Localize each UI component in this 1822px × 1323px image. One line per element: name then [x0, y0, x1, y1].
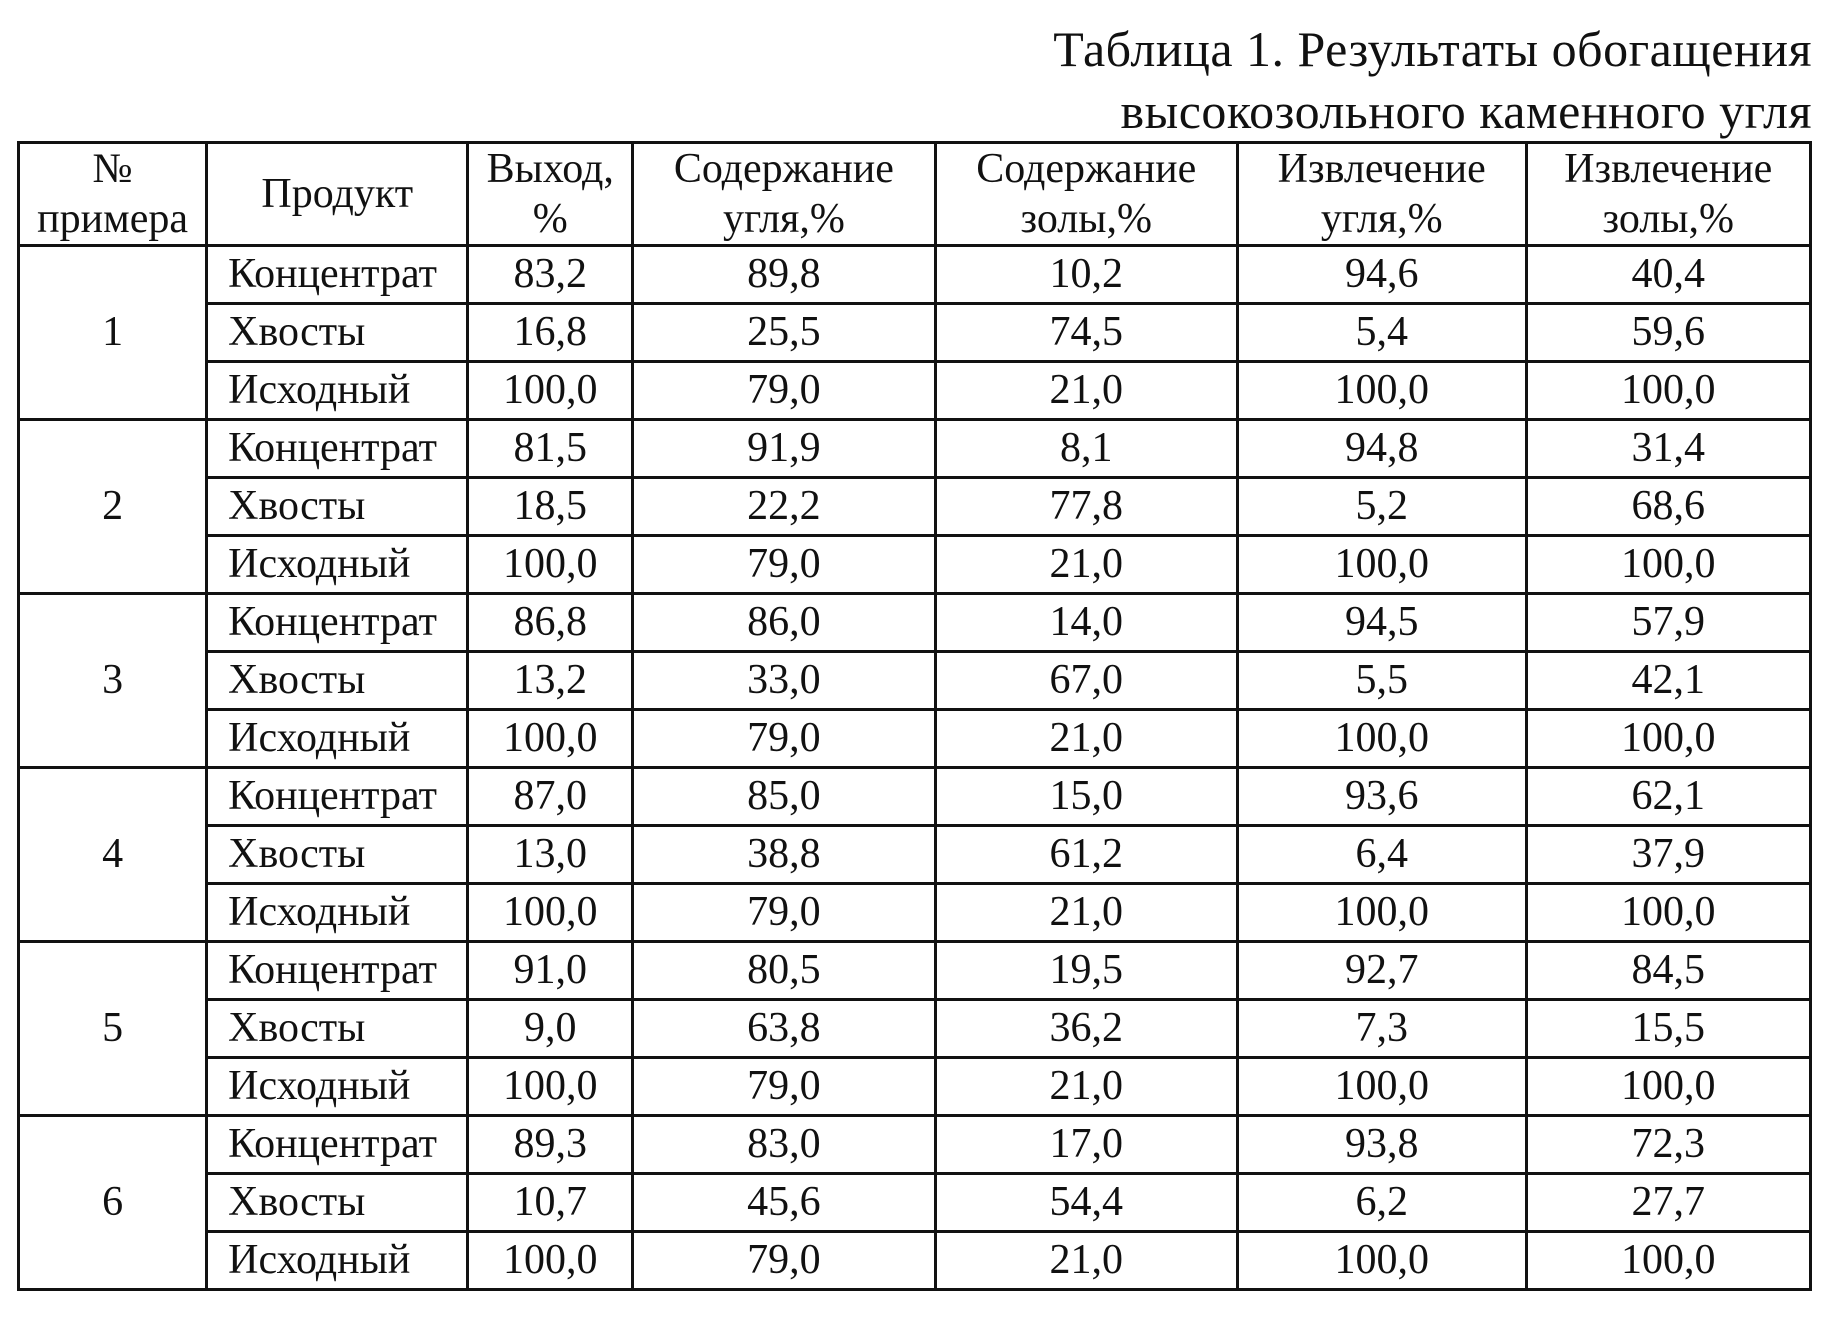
yield-cell: 100,0	[468, 1058, 633, 1116]
product-cell: Хвосты	[207, 478, 468, 536]
yield-cell: 100,0	[468, 710, 633, 768]
table-row	[19, 1000, 1811, 1058]
table-row	[19, 478, 1811, 536]
header-yield-line1: Выход,	[486, 146, 614, 192]
coal-content-cell: 79,0	[633, 884, 935, 942]
header-example-number-line1: №	[92, 146, 133, 192]
yield-cell: 9,0	[468, 1000, 633, 1058]
ash-content-cell: 14,0	[935, 594, 1237, 652]
yield-cell: 10,7	[468, 1174, 633, 1232]
header-example-number	[19, 143, 207, 246]
coal-content-cell: 80,5	[633, 942, 935, 1000]
ash-content-cell: 77,8	[935, 478, 1237, 536]
coal-content-cell: 79,0	[633, 1232, 935, 1290]
table-row	[19, 536, 1811, 594]
yield-cell: 91,0	[468, 942, 633, 1000]
coal-recovery-cell: 94,5	[1237, 594, 1526, 652]
ash-recovery-cell: 100,0	[1526, 1058, 1810, 1116]
header-ash-content-line2: золы,%	[1020, 196, 1152, 242]
coal-recovery-cell: 100,0	[1237, 1058, 1526, 1116]
ash-content-cell: 8,1	[935, 420, 1237, 478]
header-coal-content	[633, 143, 935, 246]
ash-content-cell: 21,0	[935, 1058, 1237, 1116]
results-table	[17, 141, 1812, 1291]
product-cell: Исходный	[207, 884, 468, 942]
ash-content-cell: 74,5	[935, 304, 1237, 362]
coal-content-cell: 79,0	[633, 536, 935, 594]
product-cell: Хвосты	[207, 1174, 468, 1232]
product-cell: Исходный	[207, 710, 468, 768]
header-coal-recovery	[1237, 143, 1526, 246]
yield-cell: 87,0	[468, 768, 633, 826]
ash-recovery-cell: 84,5	[1526, 942, 1810, 1000]
ash-content-cell: 36,2	[935, 1000, 1237, 1058]
table-caption	[1053, 18, 1812, 142]
example-number-cell: 3	[19, 594, 207, 768]
ash-content-cell: 10,2	[935, 246, 1237, 304]
yield-cell: 86,8	[468, 594, 633, 652]
coal-recovery-cell: 93,6	[1237, 768, 1526, 826]
ash-recovery-cell: 59,6	[1526, 304, 1810, 362]
header-example-number-line2: примера	[37, 196, 188, 242]
coal-recovery-cell: 94,8	[1237, 420, 1526, 478]
product-cell: Хвосты	[207, 826, 468, 884]
table-row	[19, 1058, 1811, 1116]
table-header	[19, 143, 1811, 246]
table-row	[19, 884, 1811, 942]
ash-content-cell: 21,0	[935, 536, 1237, 594]
yield-cell: 100,0	[468, 536, 633, 594]
coal-recovery-cell: 5,2	[1237, 478, 1526, 536]
ash-recovery-cell: 100,0	[1526, 710, 1810, 768]
ash-content-cell: 21,0	[935, 884, 1237, 942]
coal-recovery-cell: 100,0	[1237, 362, 1526, 420]
header-yield	[468, 143, 633, 246]
ash-content-cell: 21,0	[935, 1232, 1237, 1290]
product-cell: Концентрат	[207, 420, 468, 478]
example-number-cell: 1	[19, 246, 207, 420]
coal-content-cell: 45,6	[633, 1174, 935, 1232]
ash-content-cell: 21,0	[935, 710, 1237, 768]
coal-content-cell: 63,8	[633, 1000, 935, 1058]
coal-content-cell: 79,0	[633, 362, 935, 420]
table-row	[19, 710, 1811, 768]
ash-recovery-cell: 100,0	[1526, 536, 1810, 594]
ash-content-cell: 15,0	[935, 768, 1237, 826]
ash-recovery-cell: 100,0	[1526, 362, 1810, 420]
header-product	[207, 143, 468, 246]
table-row	[19, 304, 1811, 362]
product-cell: Концентрат	[207, 1116, 468, 1174]
header-ash-content-line1: Содержание	[976, 146, 1197, 192]
product-cell: Исходный	[207, 1058, 468, 1116]
yield-cell: 13,2	[468, 652, 633, 710]
product-cell: Концентрат	[207, 246, 468, 304]
coal-recovery-cell: 92,7	[1237, 942, 1526, 1000]
coal-recovery-cell: 5,5	[1237, 652, 1526, 710]
coal-recovery-cell: 100,0	[1237, 536, 1526, 594]
ash-recovery-cell: 31,4	[1526, 420, 1810, 478]
coal-content-cell: 25,5	[633, 304, 935, 362]
coal-content-cell: 85,0	[633, 768, 935, 826]
header-ash-recovery	[1526, 143, 1810, 246]
product-cell: Исходный	[207, 536, 468, 594]
table-row	[19, 826, 1811, 884]
coal-content-cell: 79,0	[633, 710, 935, 768]
table-row	[19, 362, 1811, 420]
example-number-cell: 6	[19, 1116, 207, 1290]
example-number-cell: 2	[19, 420, 207, 594]
yield-cell: 100,0	[468, 362, 633, 420]
header-coal-recovery-line2: угля,%	[1320, 196, 1443, 242]
header-coal-content-line2: угля,%	[722, 196, 845, 242]
yield-cell: 18,5	[468, 478, 633, 536]
caption-line-1: Таблица 1. Результаты обогащения	[1053, 21, 1812, 77]
table-row	[19, 420, 1811, 478]
ash-recovery-cell: 27,7	[1526, 1174, 1810, 1232]
header-row	[19, 143, 1811, 246]
product-cell: Исходный	[207, 362, 468, 420]
coal-recovery-cell: 6,4	[1237, 826, 1526, 884]
product-cell: Концентрат	[207, 942, 468, 1000]
coal-content-cell: 89,8	[633, 246, 935, 304]
ash-recovery-cell: 72,3	[1526, 1116, 1810, 1174]
header-product-line1: Продукт	[261, 171, 414, 217]
ash-recovery-cell: 62,1	[1526, 768, 1810, 826]
table-row	[19, 768, 1811, 826]
coal-recovery-cell: 100,0	[1237, 884, 1526, 942]
header-coal-content-line1: Содержание	[673, 146, 894, 192]
coal-content-cell: 83,0	[633, 1116, 935, 1174]
ash-recovery-cell: 42,1	[1526, 652, 1810, 710]
ash-content-cell: 54,4	[935, 1174, 1237, 1232]
ash-recovery-cell: 100,0	[1526, 884, 1810, 942]
example-number-cell: 4	[19, 768, 207, 942]
coal-recovery-cell: 93,8	[1237, 1116, 1526, 1174]
table-row	[19, 1232, 1811, 1290]
product-cell: Концентрат	[207, 594, 468, 652]
coal-recovery-cell: 100,0	[1237, 1232, 1526, 1290]
ash-recovery-cell: 15,5	[1526, 1000, 1810, 1058]
coal-content-cell: 86,0	[633, 594, 935, 652]
table-row	[19, 942, 1811, 1000]
ash-recovery-cell: 57,9	[1526, 594, 1810, 652]
yield-cell: 13,0	[468, 826, 633, 884]
coal-recovery-cell: 100,0	[1237, 710, 1526, 768]
coal-recovery-cell: 7,3	[1237, 1000, 1526, 1058]
caption-line-2: высокозольного каменного угля	[1120, 83, 1812, 139]
table-row	[19, 246, 1811, 304]
header-ash-recovery-line2: золы,%	[1602, 196, 1734, 242]
ash-content-cell: 17,0	[935, 1116, 1237, 1174]
product-cell: Концентрат	[207, 768, 468, 826]
table-row	[19, 1174, 1811, 1232]
coal-recovery-cell: 6,2	[1237, 1174, 1526, 1232]
yield-cell: 81,5	[468, 420, 633, 478]
ash-recovery-cell: 40,4	[1526, 246, 1810, 304]
table-row	[19, 594, 1811, 652]
yield-cell: 100,0	[468, 1232, 633, 1290]
header-ash-recovery-line1: Извлечение	[1564, 146, 1773, 192]
product-cell: Хвосты	[207, 652, 468, 710]
ash-content-cell: 61,2	[935, 826, 1237, 884]
coal-content-cell: 91,9	[633, 420, 935, 478]
product-cell: Хвосты	[207, 1000, 468, 1058]
header-coal-recovery-line1: Извлечение	[1277, 146, 1486, 192]
ash-recovery-cell: 68,6	[1526, 478, 1810, 536]
coal-content-cell: 22,2	[633, 478, 935, 536]
product-cell: Хвосты	[207, 304, 468, 362]
example-number-cell: 5	[19, 942, 207, 1116]
table-row	[19, 652, 1811, 710]
yield-cell: 89,3	[468, 1116, 633, 1174]
yield-cell: 83,2	[468, 246, 633, 304]
ash-content-cell: 67,0	[935, 652, 1237, 710]
coal-recovery-cell: 94,6	[1237, 246, 1526, 304]
header-ash-content	[935, 143, 1237, 246]
ash-content-cell: 21,0	[935, 362, 1237, 420]
table-row	[19, 1116, 1811, 1174]
coal-content-cell: 33,0	[633, 652, 935, 710]
coal-content-cell: 38,8	[633, 826, 935, 884]
header-yield-line2: %	[532, 196, 568, 242]
table-body	[19, 246, 1811, 1290]
ash-content-cell: 19,5	[935, 942, 1237, 1000]
yield-cell: 100,0	[468, 884, 633, 942]
coal-recovery-cell: 5,4	[1237, 304, 1526, 362]
ash-recovery-cell: 37,9	[1526, 826, 1810, 884]
yield-cell: 16,8	[468, 304, 633, 362]
coal-content-cell: 79,0	[633, 1058, 935, 1116]
product-cell: Исходный	[207, 1232, 468, 1290]
ash-recovery-cell: 100,0	[1526, 1232, 1810, 1290]
